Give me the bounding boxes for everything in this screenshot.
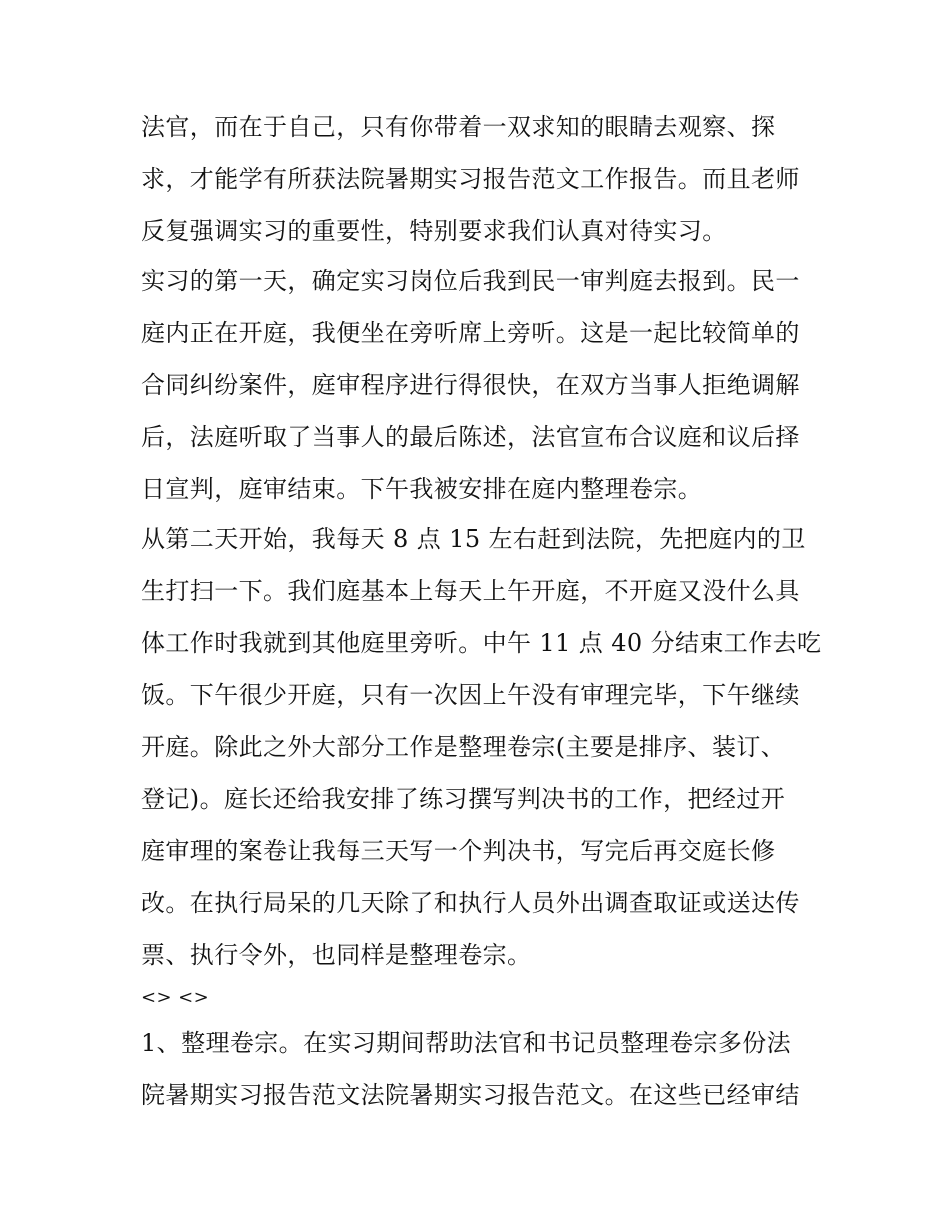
paragraph-1-line-1: 法官，而在于自己，只有你带着一双求知的眼睛去观察、探 <box>141 113 776 141</box>
paragraph-3-line-3: 体工作时我就到其他庭里旁听。中午 11 点 40 分结束工作去吃 <box>141 629 822 657</box>
paragraph-2-line-3: 合同纠纷案件，庭审程序进行得很快，在双方当事人拒绝调解 <box>141 371 800 399</box>
paragraph-3-line-1: 从第二天开始，我每天 8 点 15 左右赶到法院，先把庭内的卫 <box>141 525 806 553</box>
paragraph-2-line-4: 后，法庭听取了当事人的最后陈述，法官宣布合议庭和议后择 <box>141 423 800 451</box>
paragraph-3-line-5: 开庭。除此之外大部分工作是整理卷宗(主要是排序、装订、 <box>141 733 786 761</box>
paragraph-3-line-4: 饭。下午很少开庭，只有一次因上午没有审理完毕，下午继续 <box>141 681 800 709</box>
paragraph-3-line-2: 生打扫一下。我们庭基本上每天上午开庭，不开庭又没什么具 <box>141 577 800 605</box>
paragraph-5-line-1: 1、整理卷宗。在实习期间帮助法官和书记员整理卷宗多份法 <box>141 1029 792 1057</box>
paragraph-3-line-7: 庭审理的案卷让我每三天写一个判决书，写完后再交庭长修 <box>141 837 776 865</box>
paragraph-1-line-2: 求，才能学有所获法院暑期实习报告范文工作报告。而且老师 <box>141 165 800 193</box>
paragraph-2-line-5: 日宣判，庭审结束。下午我被安排在庭内整理卷宗。 <box>141 475 703 503</box>
paragraph-3-line-8: 改。在执行局呆的几天除了和执行人员外出调查取证或送达传 <box>141 889 800 917</box>
paragraph-5-line-2: 院暑期实习报告范文法院暑期实习报告范文。在这些已经审结 <box>141 1081 800 1109</box>
paragraph-2-line-2: 庭内正在开庭，我便坐在旁听席上旁听。这是一起比较简单的 <box>141 319 800 347</box>
paragraph-2-line-1: 实习的第一天，确定实习岗位后我到民一审判庭去报到。民一 <box>141 267 800 295</box>
paragraph-3-line-6: 登记)。庭长还给我安排了练习撰写判决书的工作，把经过开 <box>141 785 786 813</box>
paragraph-3-line-9: 票、执行令外，也同样是整理卷宗。 <box>141 941 532 969</box>
paragraph-1-line-3: 反复强调实习的重要性，特别要求我们认真对待实习。 <box>141 217 727 245</box>
separator-marker: <> <> <box>141 987 210 1008</box>
